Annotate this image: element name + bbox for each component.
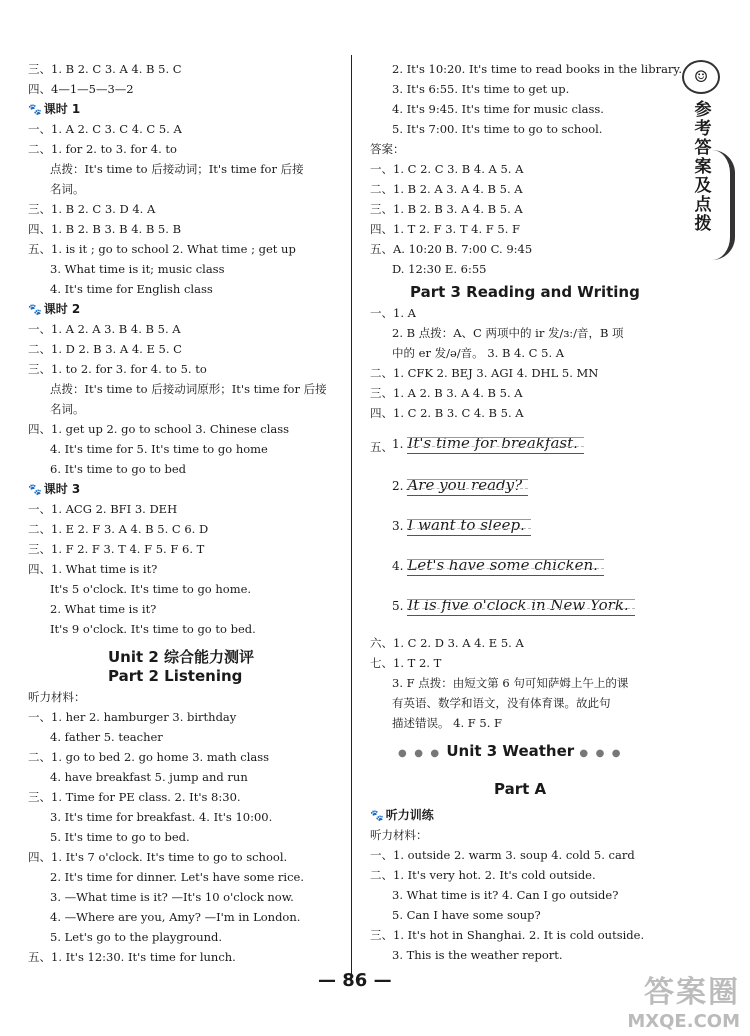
section-heading <box>28 102 80 117</box>
answer-line <box>28 422 289 436</box>
answer-line <box>28 710 236 724</box>
column-divider <box>351 55 352 985</box>
answer-line <box>28 142 177 156</box>
handwriting-line <box>392 434 584 454</box>
answer-line <box>392 888 618 902</box>
line-text: 4. have breakfast 5. jump and run <box>50 770 248 784</box>
answer-line <box>50 890 294 904</box>
line-text: 答案： <box>370 142 405 156</box>
answer-line <box>50 462 186 476</box>
line-text: 七、1. T 2. T <box>370 656 442 670</box>
answer-line <box>392 102 604 116</box>
answer-line <box>50 930 222 944</box>
line-text: It's 9 o'clock. It's time to go to bed. <box>50 622 256 636</box>
answer-line <box>392 676 628 690</box>
line-text: 4. It's 9:45. It's time for music class. <box>392 102 604 116</box>
line-text: 3. It's 6:55. It's time to get up. <box>392 82 570 96</box>
line-text: 4. father 5. teacher <box>50 730 163 744</box>
section-heading <box>370 808 434 823</box>
line-text: 3. What time is it? 4. Can I go outside? <box>392 888 619 902</box>
line-text: 四、1. get up 2. go to school 3. Chinese class <box>28 422 290 436</box>
paw-icon: 🐾 <box>28 303 42 316</box>
answer-line <box>370 828 428 842</box>
line-text: 课时 1 <box>43 102 81 116</box>
line-text: 一、1. ACG 2. BFI 3. DEH <box>28 502 178 516</box>
line-text: 5. Let's go to the playground. <box>50 930 223 944</box>
line-text: 一、1. A 2. A 3. B 4. B 5. A <box>28 322 181 336</box>
line-text: 五、A. 10:20 B. 7:00 C. 9:45 <box>370 242 533 256</box>
handwriting-line <box>392 476 528 496</box>
handwriting-line <box>392 556 604 576</box>
handwriting-text: Let's have some chicken. <box>407 556 603 576</box>
answer-line <box>28 82 134 96</box>
line-text: 课时 3 <box>43 482 81 496</box>
line-text: 3. What time is it; music class <box>50 262 225 276</box>
handwriting-number: 2. <box>392 479 404 493</box>
line-text: 三、1. Time for PE class. 2. It's 8:30. <box>28 790 241 804</box>
answer-line <box>50 402 85 416</box>
answer-line <box>50 602 156 616</box>
line-text: 二、1. D 2. B 3. A 4. E 5. C <box>28 342 182 356</box>
line-text: 二、1. It's very hot. 2. It's cold outside. <box>370 868 596 882</box>
answer-line <box>392 262 486 276</box>
answer-line <box>370 406 524 420</box>
answer-line <box>28 62 182 76</box>
decor-dots-right: ● ● ● <box>579 748 623 759</box>
line-text: 一、1. A <box>370 306 416 320</box>
handwriting-line <box>392 596 635 616</box>
answer-line <box>392 62 682 76</box>
line-text: 四、1. B 2. B 3. B 4. B 5. B <box>28 222 182 236</box>
handwriting-number: 5. <box>392 599 404 613</box>
line-text: 二、1. for 2. to 3. for 4. to <box>28 142 177 156</box>
swirl-decoration <box>712 150 735 260</box>
answer-line <box>28 790 241 804</box>
answer-line <box>28 222 181 236</box>
line-text: 四、1. C 2. B 3. C 4. B 5. A <box>370 406 524 420</box>
answer-line <box>28 242 296 256</box>
line-text: 一、1. outside 2. warm 3. soup 4. cold 5. card <box>370 848 635 862</box>
line-text: 3. It's time for breakfast. 4. It's 10:00. <box>50 810 273 824</box>
answer-line <box>392 908 541 922</box>
line-text: 五、1. It's 12:30. It's time for lunch. <box>28 950 236 964</box>
answer-line <box>28 502 177 516</box>
line-text: D. 12:30 E. 6:55 <box>392 262 487 276</box>
line-text: 5. It's time to go to bed. <box>50 830 190 844</box>
line-text: 三、1. B 2. C 3. D 4. A <box>28 202 156 216</box>
answer-line <box>392 326 624 340</box>
line-text: 一、1. A 2. C 3. C 4. C 5. A <box>28 122 182 136</box>
line-text: 2. It's time for dinner. Let's have some rice. <box>50 870 304 884</box>
answer-line <box>50 770 248 784</box>
line-text: 中的 er 发/ə/音。 3. B 4. C 5. A <box>392 346 565 360</box>
answer-line <box>370 162 523 176</box>
line-text: 2. It's 10:20. It's time to read books in the library. <box>392 62 683 76</box>
handwriting-number: 4. <box>392 559 404 573</box>
answer-line <box>28 122 182 136</box>
line-text: 课时 2 <box>43 302 81 316</box>
answer-line <box>50 162 304 176</box>
unit3-title: Unit 3 Weather <box>446 742 575 760</box>
answer-line <box>28 202 155 216</box>
paw-icon: 🐾 <box>28 103 42 116</box>
line-text: 三、1. B 2. B 3. A 4. B 5. A <box>370 202 523 216</box>
handwriting-number: 3. <box>392 519 404 533</box>
answer-line <box>370 636 524 650</box>
section-heading <box>28 302 80 317</box>
answer-line <box>370 386 523 400</box>
line-text: 点拨：It's time to 后接动词；It's time for 后接 <box>50 162 304 176</box>
line-text: 有英语、数学和语文，没有体育课。故此句 <box>392 696 611 710</box>
answer-line <box>28 850 287 864</box>
answer-line <box>28 750 269 764</box>
part3-heading: Part 3 Reading and Writing <box>410 283 640 301</box>
line-text: 2. B 点拨：A、C 两项中的 ir 发/ɜː/音，B 项 <box>392 326 624 340</box>
answer-line <box>28 542 204 556</box>
answer-line <box>28 522 208 536</box>
answer-line <box>50 282 213 296</box>
line-text: 听力训练 <box>385 808 434 822</box>
decor-dots-left: ● ● ● <box>398 748 442 759</box>
handwriting-number: 1. <box>392 437 404 451</box>
line-text: 二、1. B 2. A 3. A 4. B 5. A <box>370 182 523 196</box>
handwriting-text: It's time for breakfast. <box>407 434 583 454</box>
partA-heading: Part A <box>494 780 547 798</box>
answer-line <box>28 322 181 336</box>
line-text: It's 5 o'clock. It's time to go home. <box>50 582 252 596</box>
line-text: 听力材料： <box>370 828 428 842</box>
line-text: 一、1. C 2. C 3. B 4. A 5. A <box>370 162 524 176</box>
answer-line <box>28 362 207 376</box>
answer-line <box>28 342 182 356</box>
answer-line <box>370 306 416 320</box>
watermark-logo: 答案圈 <box>644 975 740 1010</box>
answer-line <box>28 562 157 576</box>
answer-line <box>50 622 256 636</box>
watermark-url: MXQE.COM <box>627 1011 740 1032</box>
answer-line <box>370 848 635 862</box>
answer-line <box>392 948 563 962</box>
line-text: 三、1. B 2. C 3. A 4. B 5. C <box>28 62 182 76</box>
handwriting-text: Are you ready? <box>407 476 528 496</box>
line-text: 四、1. What time is it? <box>28 562 158 576</box>
line-text: 二、1. E 2. F 3. A 4. B 5. C 6. D <box>28 522 209 536</box>
line-text: 六、1. C 2. D 3. A 4. E 5. A <box>370 636 524 650</box>
answer-line <box>28 690 86 704</box>
line-text: 四、4—1—5—3—2 <box>28 82 134 96</box>
line-text: 4. —Where are you, Amy? —I'm in London. <box>50 910 301 924</box>
line-text: 三、1. It's hot in Shanghai. 2. It is cold outside. <box>370 928 645 942</box>
line-text: 二、1. CFK 2. BEJ 3. AGI 4. DHL 5. MN <box>370 366 599 380</box>
line-text: 3. —What time is it? —It's 10 o'clock now. <box>50 890 294 904</box>
line-text: 名词。 <box>50 402 85 416</box>
handwriting-line <box>392 516 531 536</box>
sidebar-title: 参考答案及点拨 <box>690 100 711 233</box>
answer-line <box>370 366 598 380</box>
answer-line <box>392 82 569 96</box>
answer-line <box>370 182 523 196</box>
answer-line <box>50 442 268 456</box>
line-text: 五、1. is it ; go to school 2. What time ; get up <box>28 242 296 256</box>
answer-line <box>392 696 611 710</box>
answer-line <box>392 122 602 136</box>
paw-icon: 🐾 <box>370 809 384 822</box>
answer-line <box>50 582 251 596</box>
handwriting-text: It is five o'clock in New York. <box>407 596 634 616</box>
answer-line <box>50 810 272 824</box>
answer-line <box>370 222 520 236</box>
mascot-icon: ☺ <box>682 60 720 94</box>
answer-line <box>50 730 163 744</box>
unit2-heading: Unit 2 综合能力测评 <box>108 648 255 666</box>
line-text: 三、1. A 2. B 3. A 4. B 5. A <box>370 386 523 400</box>
answer-line <box>50 830 190 844</box>
line-text: 4. It's time for English class <box>50 282 213 296</box>
answer-line <box>370 440 393 454</box>
line-text: 6. It's time to go to bed <box>50 462 187 476</box>
line-text: 二、1. go to bed 2. go home 3. math class <box>28 750 270 764</box>
answer-line <box>50 182 85 196</box>
line-text: 5. Can I have some soup? <box>392 908 541 922</box>
line-text: 名词。 <box>50 182 85 196</box>
sidebar-tab <box>676 60 726 265</box>
paw-icon: 🐾 <box>28 483 42 496</box>
answer-line <box>28 950 236 964</box>
line-text: 三、1. to 2. for 3. for 4. to 5. to <box>28 362 207 376</box>
line-text: 5. It's 7:00. It's time to go to school. <box>392 122 603 136</box>
page-number: — 86 — <box>318 970 392 991</box>
answer-line <box>50 262 224 276</box>
line-text: 2. What time is it? <box>50 602 157 616</box>
line-text: 四、1. It's 7 o'clock. It's time to go to school. <box>28 850 288 864</box>
section-heading <box>28 482 80 497</box>
line-text: 一、1. her 2. hamburger 3. birthday <box>28 710 237 724</box>
unit3-heading <box>398 742 623 760</box>
part2-heading: Part 2 Listening <box>108 667 243 685</box>
handwriting-text: I want to sleep. <box>407 516 530 536</box>
line-text: 五、 <box>370 440 393 454</box>
line-text: 3. F 点拨：由短文第 6 句可知萨姆上午上的课 <box>392 676 629 690</box>
line-text: 4. It's time for 5. It's time to go home <box>50 442 268 456</box>
line-text: 听力材料： <box>28 690 86 704</box>
answer-line <box>370 928 644 942</box>
answer-line <box>370 142 405 156</box>
answer-line <box>50 382 327 396</box>
answer-line <box>392 346 564 360</box>
line-text: 点拨：It's time to 后接动词原形；It's time for 后接 <box>50 382 327 396</box>
watermark <box>627 967 740 1032</box>
answer-line <box>392 716 502 730</box>
line-text: 三、1. F 2. F 3. T 4. F 5. F 6. T <box>28 542 205 556</box>
line-text: 四、1. T 2. F 3. T 4. F 5. F <box>370 222 521 236</box>
line-text: 描述错误。 4. F 5. F <box>392 716 503 730</box>
answer-line <box>50 870 304 884</box>
answer-line <box>370 242 532 256</box>
answer-line <box>50 910 300 924</box>
line-text: 3. This is the weather report. <box>392 948 563 962</box>
answer-line <box>370 656 441 670</box>
answer-line <box>370 202 523 216</box>
answer-line <box>370 868 596 882</box>
